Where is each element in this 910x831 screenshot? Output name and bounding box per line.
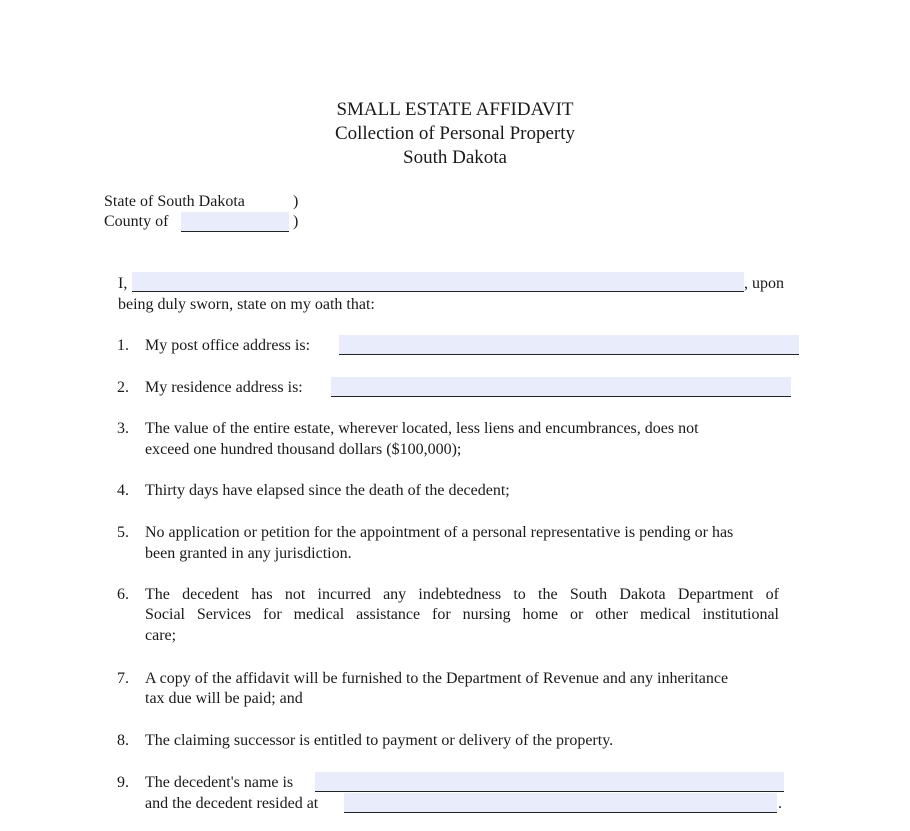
venue-county-label: County of: [104, 213, 169, 230]
document-state: South Dakota: [403, 147, 507, 168]
venue-paren-1: ): [293, 193, 299, 210]
post-office-address-field[interactable]: [339, 335, 799, 355]
item-6-line-1: The decedent has not incurred any indebtedness to the South Dakota Department of: [145, 586, 779, 603]
intro-prefix: I,: [118, 275, 128, 292]
decedent-name-field[interactable]: [315, 772, 784, 792]
item-8-text: The claiming successor is entitled to payment or delivery of the property.: [145, 732, 614, 749]
item-9-line-1: The decedent's name is: [145, 774, 294, 791]
venue-paren-2: ): [293, 213, 299, 230]
affiant-name-field[interactable]: [132, 272, 744, 292]
item-2-number: 2.: [117, 379, 129, 396]
document-title: SMALL ESTATE AFFIDAVIT: [336, 99, 574, 120]
item-4-number: 4.: [117, 482, 129, 499]
item-3-line-2: exceed one hundred thousand dollars ($100,000);: [145, 441, 462, 458]
item-5-line-2: been granted in any jurisdiction.: [145, 545, 352, 562]
item-6-line-2: Social Services for medical assistance for nursing home or other medical institutional: [145, 606, 779, 623]
county-field[interactable]: [181, 212, 289, 232]
item-9-number: 9.: [117, 774, 129, 791]
item-5-line-1: No application or petition for the appointment of a personal representative is pending or has: [145, 524, 734, 541]
document-subtitle: Collection of Personal Property: [334, 123, 576, 144]
item-7-number: 7.: [117, 670, 129, 687]
item-1-number: 1.: [117, 337, 129, 354]
venue-state-label: State of South Dakota: [104, 193, 245, 210]
intro-oath-line: being duly sworn, state on my oath that:: [118, 296, 375, 313]
item-3-line-1: The value of the entire estate, wherever located, less liens and encumbrances, does not: [145, 420, 699, 437]
item-5-number: 5.: [117, 524, 129, 541]
item-1-text: My post office address is:: [145, 337, 311, 354]
item-4-text: Thirty days have elapsed since the death of the decedent;: [145, 482, 510, 499]
item-9-line-2: and the decedent resided at: [145, 795, 319, 812]
item-9-end-period: .: [778, 795, 782, 812]
decedent-residence-field[interactable]: [344, 793, 777, 813]
item-6-number: 6.: [117, 586, 129, 603]
item-7-line-2: tax due will be paid; and: [145, 690, 303, 707]
item-8-number: 8.: [117, 732, 129, 749]
item-3-number: 3.: [117, 420, 129, 437]
item-6-line-3: care;: [145, 627, 177, 644]
intro-suffix: , upon: [744, 275, 784, 292]
residence-address-field[interactable]: [331, 377, 791, 397]
item-7-line-1: A copy of the affidavit will be furnished to the Department of Revenue and any inheritance: [145, 670, 729, 687]
item-2-text: My residence address is:: [145, 379, 303, 396]
